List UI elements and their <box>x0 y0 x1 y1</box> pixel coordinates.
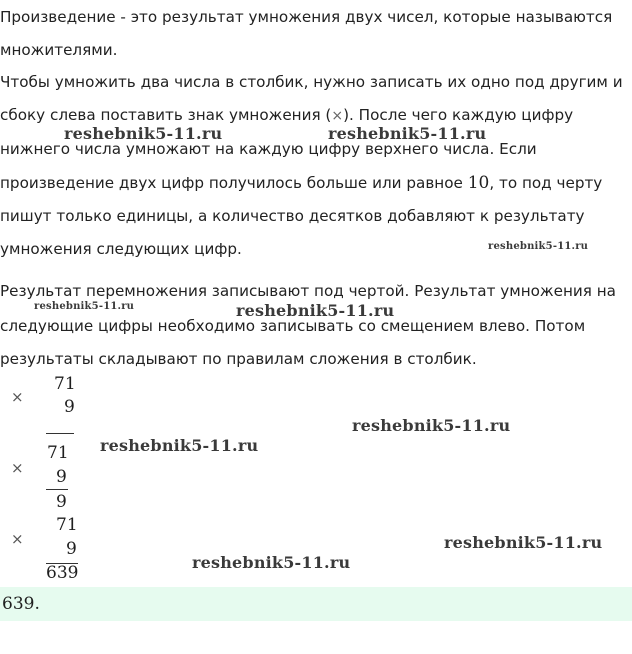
multiplier: 9 <box>64 397 75 417</box>
multiply-sign: × <box>11 459 24 477</box>
text-line-6 <box>0 173 602 193</box>
text-line-2: множителями. <box>0 41 118 59</box>
partial-result: 71 <box>47 443 69 463</box>
text-line-1: Произведение - это результат умножения двух чисел, которые называются <box>0 8 613 26</box>
result-rule <box>46 433 74 434</box>
watermark: reshebnik5-11.ru <box>100 436 259 455</box>
partial-result: 9 <box>56 492 67 512</box>
answer-value: 639. <box>2 594 40 614</box>
watermark: reshebnik5-11.ru <box>192 553 351 572</box>
multiplier: 9 <box>66 539 77 559</box>
text-line-9: Результат перемножения записывают под чертой. Результат умножения на <box>0 282 616 300</box>
final-result: 639 <box>46 563 79 583</box>
answer-box <box>0 587 632 621</box>
text-line-5: нижнего числа умножают на каждую цифру верхнего числа. Если <box>0 140 537 158</box>
multiplicand: 71 <box>56 515 78 535</box>
text-line-7: пишут только единицы, а количество десятков добавляют к результату <box>0 207 585 225</box>
multiplier: 9 <box>56 467 67 487</box>
text-line-4 <box>0 106 573 124</box>
text-line-6-part-b: , то под черту <box>489 174 603 192</box>
multiplicand: 71 <box>54 374 76 394</box>
watermark: reshebnik5-11.ru <box>328 124 487 143</box>
text-line-6-part-a: произведение двух цифр получилось больше или равное <box>0 174 468 192</box>
watermark: reshebnik5-11.ru <box>444 533 603 552</box>
multiply-symbol: × <box>331 108 344 124</box>
watermark: reshebnik5-11.ru <box>34 301 135 312</box>
text-line-3: Чтобы умножить два числа в столбик, нужно записать их одно под другим и <box>0 73 623 91</box>
multiply-sign: × <box>11 530 24 548</box>
watermark: reshebnik5-11.ru <box>64 124 223 143</box>
text-line-11: результаты складывают по правилам сложения в столбик. <box>0 350 477 368</box>
text-line-4-part-b: ). После чего каждую цифру <box>343 106 574 124</box>
number-ten: 10 <box>467 173 490 193</box>
result-rule <box>46 489 68 490</box>
text-line-10: следующие цифры необходимо записывать со смещением влево. Потом <box>0 317 586 335</box>
text-line-8: умножения следующих цифр. <box>0 240 242 258</box>
watermark: reshebnik5-11.ru <box>236 301 395 320</box>
multiply-sign: × <box>11 388 24 406</box>
text-line-4-part-a: сбоку слева поставить знак умножения ( <box>0 106 332 124</box>
watermark: reshebnik5-11.ru <box>352 416 511 435</box>
watermark: reshebnik5-11.ru <box>488 241 589 252</box>
